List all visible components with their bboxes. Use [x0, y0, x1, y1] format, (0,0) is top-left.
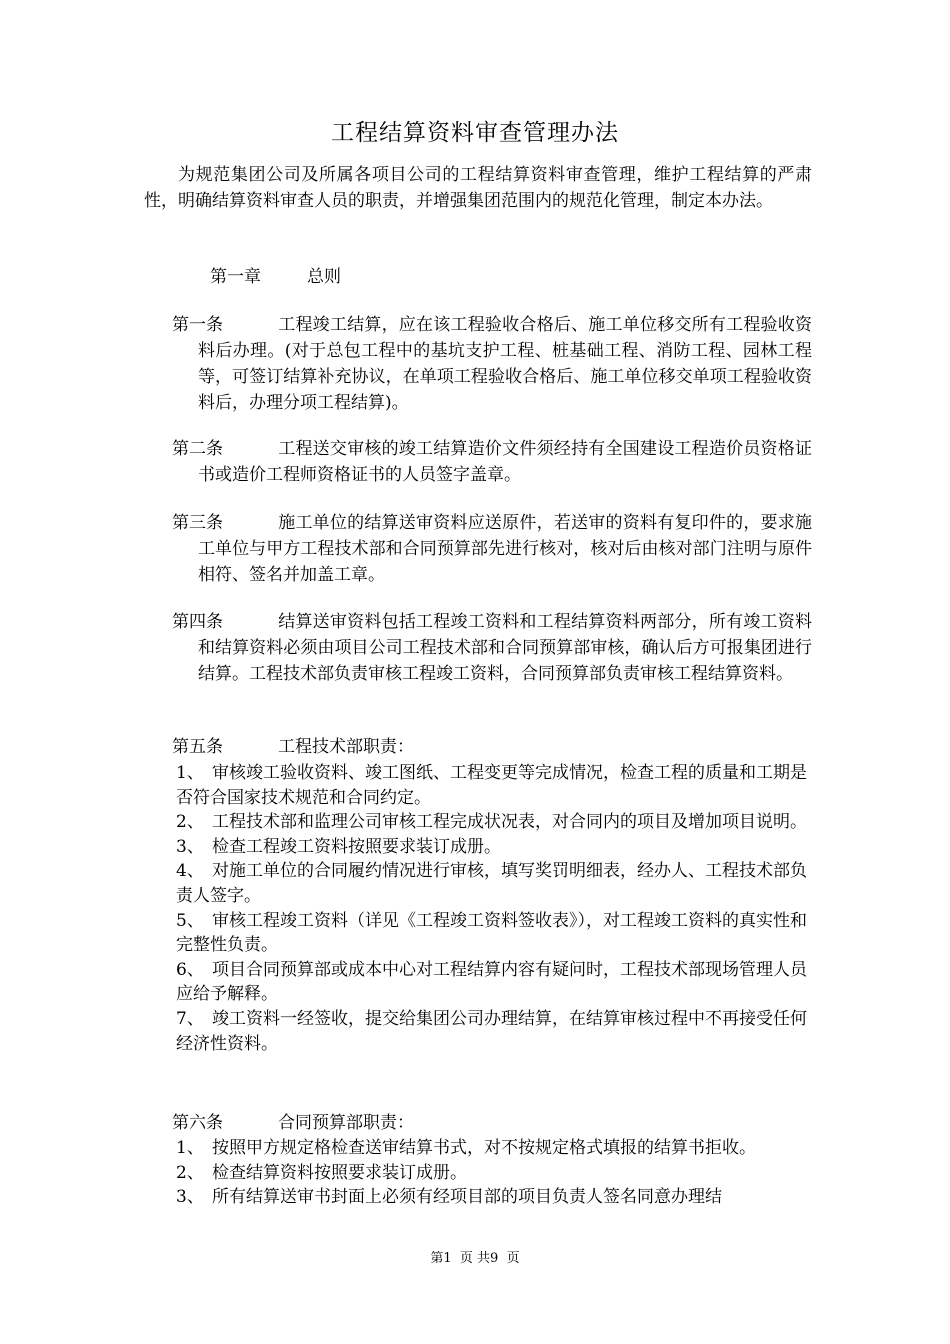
item-text: 所有结算送审书封面上必须有经项目部的项目负责人签名同意办理结 [212, 1187, 722, 1208]
item-number: 3、 [176, 1187, 204, 1208]
item-text: 工程技术部和监理公司审核工程完成状况表，对合同内的项目及增加项目说明。 [212, 812, 807, 833]
article-2 [172, 436, 812, 488]
article-5-items [176, 761, 812, 1056]
article-number: 第一条 [172, 315, 223, 335]
chapter-number: 第一章 [210, 267, 261, 287]
article-5 [172, 734, 812, 760]
article-number: 第六条 [172, 1113, 223, 1133]
chapter-heading [210, 264, 341, 290]
article-text: 合同预算部职责： [278, 1113, 414, 1133]
item-text: 检查工程竣工资料按照要求装订成册。 [212, 836, 501, 857]
article-text: 施工单位的结算送审资料应送原件，若送审的资料有复印件的，要求施工单位与甲方工程技术部和合同预算部先进行核对，核对后由核对部门注明与原件相符、签名并加盖工章。 [198, 513, 812, 585]
article-number: 第三条 [172, 513, 223, 533]
list-item [176, 761, 812, 810]
list-item [176, 1136, 812, 1161]
intro-paragraph: 为规范集团公司及所属各项目公司的工程结算资料审查管理，维护工程结算的严肃性，明确结算资料审查人员的职责，并增强集团范围内的规范化管理，制定本办法。 [144, 165, 812, 211]
list-item [176, 835, 812, 860]
article-1 [172, 312, 812, 416]
article-number: 第四条 [172, 612, 223, 632]
list-item [176, 958, 812, 1007]
item-number: 6、 [176, 959, 204, 980]
item-text: 对施工单位的合同履约情况进行审核，填写奖罚明细表，经办人、工程技术部负责人签字。 [176, 861, 807, 906]
article-number: 第五条 [172, 737, 223, 757]
list-item [176, 1185, 812, 1210]
list-item [176, 1007, 812, 1056]
item-number: 1、 [176, 763, 204, 783]
article-number: 第二条 [172, 439, 223, 459]
item-number: 1、 [176, 1138, 204, 1158]
article-text: 结算送审资料包括工程竣工资料和工程结算资料两部分，所有竣工资料和结算资料必须由项目公司工程技术部和合同预算部审核，确认后方可报集团进行结算。工程技术部负责审核工程竣工资料，合同预算部负责审核工程结算资料。 [198, 612, 812, 684]
list-item [176, 1161, 812, 1186]
item-number: 7、 [176, 1008, 204, 1029]
list-item [176, 810, 812, 835]
item-number: 2、 [176, 812, 204, 833]
article-4 [172, 609, 812, 687]
item-text: 竣工资料一经签收，提交给集团公司办理结算，在结算审核过程中不再接受任何经济性资料。 [176, 1008, 807, 1054]
item-number: 2、 [176, 1162, 204, 1183]
item-text: 项目合同预算部或成本中心对工程结算内容有疑问时，工程技术部现场管理人员应给予解释。 [176, 959, 807, 1005]
page-footer: 第1 页 共9 页 [430, 1251, 520, 1266]
item-text: 审核竣工验收资料、竣工图纸、工程变更等完成情况，检查工程的质量和工期是否符合国家技术规范和合同约定。 [176, 763, 807, 808]
list-item [176, 909, 812, 958]
list-item [176, 859, 812, 908]
item-text: 检查结算资料按照要求装订成册。 [212, 1162, 467, 1183]
item-number: 3、 [176, 836, 204, 857]
item-text: 按照甲方规定格检查送审结算书式，对不按规定格式填报的结算书拒收。 [212, 1138, 756, 1158]
document-title: 工程结算资料审查管理办法 [331, 120, 619, 146]
article-3 [172, 510, 812, 588]
article-6-items [176, 1136, 812, 1210]
item-number: 5、 [176, 910, 204, 931]
article-text: 工程竣工结算，应在该工程验收合格后、施工单位移交所有工程验收资料后办理。(对于总包工程中的基坑支护工程、桩基础工程、消防工程、园林工程等，可签订结算补充协议，在单项工程验收合格后、施工单位移交单项工程验收资料后，办理分项工程结算)。 [198, 315, 812, 413]
article-text: 工程送交审核的竣工结算造价文件须经持有全国建设工程造价员资格证书或造价工程师资格证书的人员签字盖章。 [198, 439, 812, 485]
item-number: 4、 [176, 861, 204, 882]
article-text: 工程技术部职责： [278, 737, 414, 757]
chapter-title: 总则 [307, 267, 341, 287]
article-6 [172, 1110, 812, 1136]
item-text: 审核工程竣工资料（详见《工程竣工资料签收表》），对工程竣工资料的真实性和完整性负责。 [176, 910, 807, 956]
